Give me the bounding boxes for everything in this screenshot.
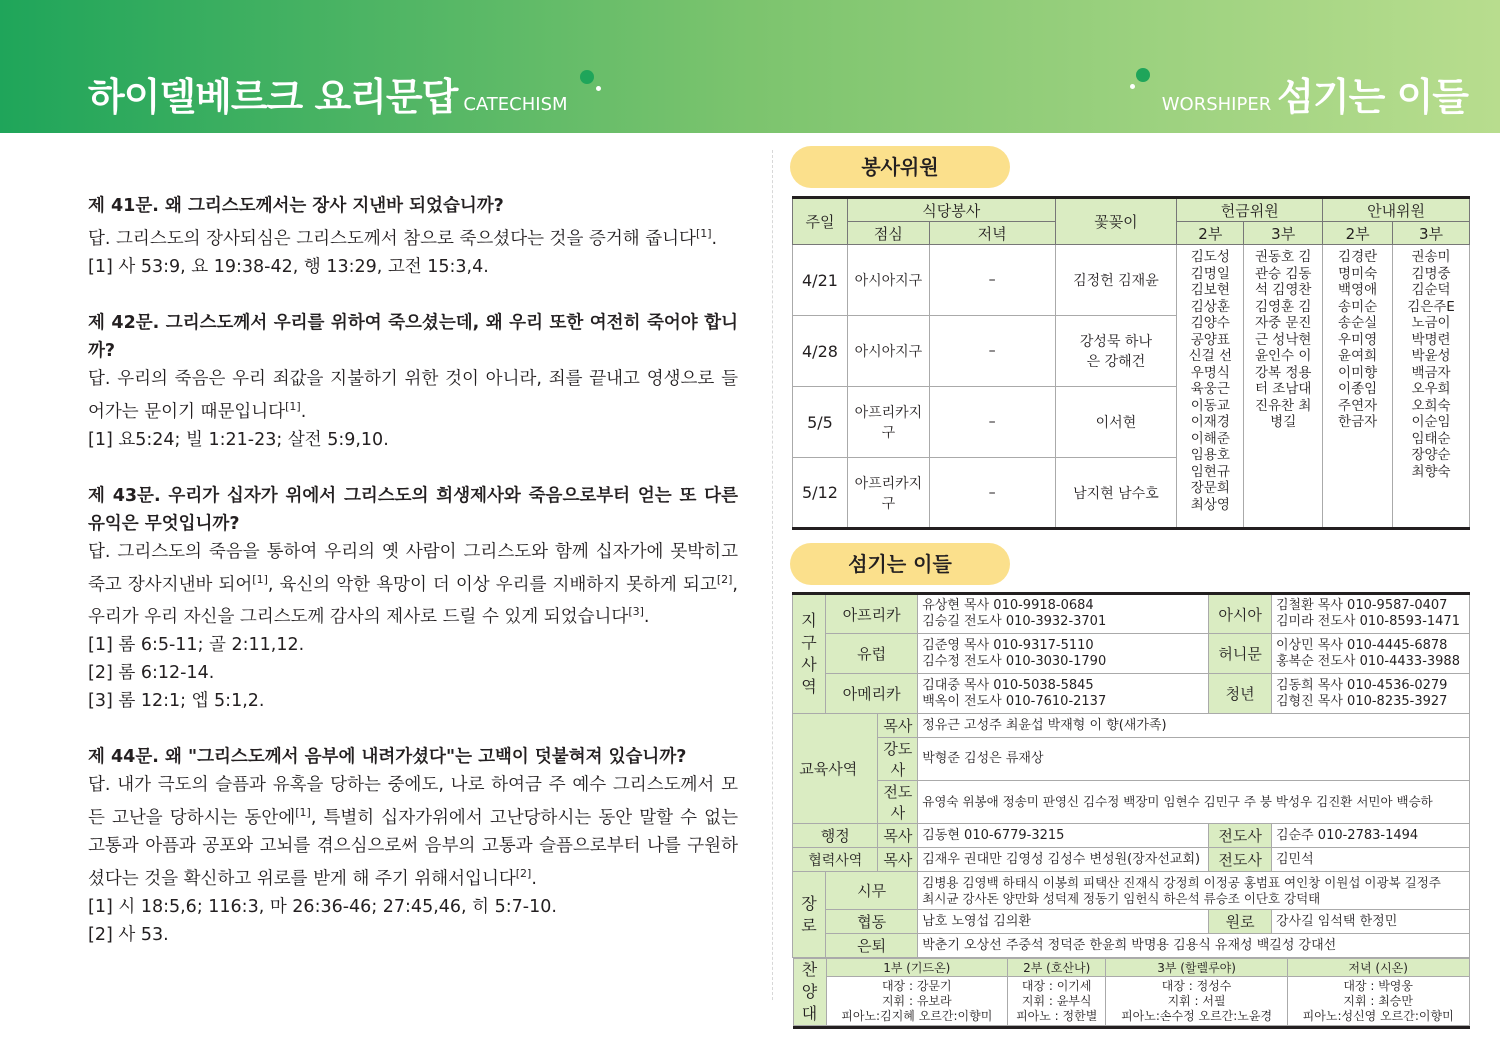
white-dot-icon xyxy=(596,86,601,91)
header-offering-3: 3부 xyxy=(1244,222,1323,245)
volunteers-table xyxy=(792,196,1470,530)
coop-pastor-label: 목사 xyxy=(878,848,918,872)
answer-42: 답. 우리의 죽음은 우리 죄값을 지불하기 위한 것이 아니라, 죄를 끝내고 영생으로 들어가는 문이기 때문입니다[1]. xyxy=(88,368,738,422)
choir-table xyxy=(793,958,1470,1026)
ref-43-1: [1] 롬 6:5-11; 골 2:11,12. xyxy=(88,635,305,656)
header-lunch: 점심 xyxy=(847,222,929,245)
question-43: 제 43문. 우리가 십자가 위에서 그리스도의 희생제사와 죽음으로부터 얻는 또 다른 유익은 무엇입니까? xyxy=(88,485,738,534)
admin-evangelist-value: 김순주 010-2783-1494 xyxy=(1272,824,1470,848)
worshiper-title: 섬기는 이들 xyxy=(1277,75,1468,119)
guide-2-list: 김경란 명미숙 백영애 송미순 송순실 우미영 윤여희 이미향 이종임 주연자 한금자 xyxy=(1323,245,1393,529)
america-label: 아메리카 xyxy=(825,674,917,714)
europe-label: 유럽 xyxy=(825,634,917,674)
elder-label: 장로 xyxy=(793,872,826,958)
coop-evangelist-label: 전도사 xyxy=(1209,848,1272,872)
edu-lecturer-label: 강도사 xyxy=(878,738,918,781)
ref-43-3: [3] 롬 12:1; 엡 5:1,2. xyxy=(88,691,265,712)
row-date: 5/5 xyxy=(793,387,848,458)
youth-contacts: 김동희 목사 010-4536-0279 김형진 목사 010-8235-3927 xyxy=(1272,674,1470,714)
question-41: 제 41문. 왜 그리스도께서는 장사 지낸바 되었습니까? xyxy=(88,196,504,216)
catechism-heading xyxy=(88,66,568,121)
edu-pastor-names: 정유근 고성주 최윤섭 박재형 이 향(새가족) xyxy=(918,714,1470,738)
africa-contacts: 유상현 목사 010-9918-0684 김승길 전도사 010-3932-3701 xyxy=(918,594,1209,634)
honeymoon-label: 허니문 xyxy=(1209,634,1272,674)
worshiper-heading xyxy=(1162,66,1468,121)
admin-pastor-value: 김동현 010-6779-3215 xyxy=(918,824,1209,848)
table-row xyxy=(793,245,1470,316)
choir-1-details: 대장 : 강문기 지휘 : 유보라 피아노:김지혜 오르간:이향미 xyxy=(826,977,1008,1026)
district-label: 지구사역 xyxy=(793,594,826,714)
green-dot-icon xyxy=(580,70,594,84)
cooperation-label: 협력사역 xyxy=(793,848,878,872)
worshiper-subtitle: WORSHIPER xyxy=(1161,94,1272,115)
row-dinner: – xyxy=(929,458,1055,529)
edu-evangelist-names: 유영숙 위봉애 정송미 판영신 김수정 백장미 임현수 김민구 주 붕 박성우 김진환 서민아 백승하 xyxy=(918,781,1470,824)
green-dot-icon xyxy=(1136,68,1150,82)
catechism-subtitle: CATECHISM xyxy=(463,94,568,115)
catechism-title: 하이델베르크 요리문답 xyxy=(88,75,458,119)
answer-43: 답. 그리스도의 죽음을 통하여 우리의 옛 사람이 그리스도와 함께 십자가에 못박히고 죽고 장사지낸바 되어[1], 육신의 악한 욕망이 더 이상 우리를 지배하지 못하게 되고[2], 우리가 우리 자신을 그리스도께 감사의 제사로 드릴 수 있게 되었습니다[3]. xyxy=(88,541,738,628)
elder-retired-names: 박춘기 오상선 주중석 정덕준 한윤희 박명용 김용식 유재성 백길성 강대선 xyxy=(918,934,1470,958)
africa-label: 아프리카 xyxy=(825,594,917,634)
education-label: 교육사역 xyxy=(793,714,878,824)
servants-title: 섬기는 이들 xyxy=(790,543,1010,585)
ref-44-2: [2] 사 53. xyxy=(88,924,169,945)
youth-label: 청년 xyxy=(1209,674,1272,714)
header-dinner: 저녁 xyxy=(929,222,1055,245)
choir-2-header: 2부 (호산나) xyxy=(1008,959,1106,977)
honeymoon-contacts: 이상민 목사 010-4445-6878 홍복순 전도사 010-4433-3988 xyxy=(1272,634,1470,674)
choir-4-details: 대장 : 박영웅 지휘 : 최승만 피아노:성신영 오르간:이향미 xyxy=(1287,977,1469,1026)
guide-3-list: 권송미 김명중 김순덕 김은주E 노금이 박명련 박윤성 백금자 오우희 오희숙 이순임 임태순 장양순 최향숙 xyxy=(1393,245,1470,529)
elder-emeritus-label: 원로 xyxy=(1209,910,1272,934)
header-guide-2: 2부 xyxy=(1323,222,1393,245)
header-offering-2: 2부 xyxy=(1177,222,1244,245)
volunteers-title: 봉사위원 xyxy=(790,146,1010,188)
coop-pastor-value: 김재우 권대만 김영성 김성수 변성원(장자선교회) xyxy=(918,848,1209,872)
admin-evangelist-label: 전도사 xyxy=(1209,824,1272,848)
admin-label: 행정 xyxy=(793,824,878,848)
row-lunch: 아시아지구 xyxy=(847,316,929,387)
elder-active-label: 시무 xyxy=(825,872,917,910)
asia-label: 아시아 xyxy=(1209,594,1272,634)
page-header xyxy=(0,0,1500,133)
header-offering: 헌금위원 xyxy=(1177,198,1323,222)
choir-label: 찬양대 xyxy=(793,959,826,1026)
row-dinner: – xyxy=(929,245,1055,316)
europe-contacts: 김준영 목사 010-9317-5110 김수정 전도사 010-3030-1790 xyxy=(918,634,1209,674)
header-meal: 식당봉사 xyxy=(847,198,1055,222)
elder-emeritus-names: 강사길 임석택 한정민 xyxy=(1272,910,1470,934)
header-flower: 꽃꽂이 xyxy=(1055,198,1177,245)
row-flower: 강성묵 하나은 강해건 xyxy=(1055,316,1177,387)
coop-evangelist-value: 김민석 xyxy=(1272,848,1470,872)
offering-2-list: 김도성 김명일 김보현 김상훈 김양수 공양표 신걸 선우명식 육웅근 이동교 이재경 이해준 임용호 임현규 장문희 최상영 xyxy=(1177,245,1244,529)
america-contacts: 김대중 목사 010-5038-5845 백옥이 전도사 010-7610-2137 xyxy=(918,674,1209,714)
row-flower: 이서현 xyxy=(1055,387,1177,458)
question-44: 제 44문. 왜 "그리스도께서 음부에 내려가셨다"는 고백이 덧붙혀져 있습니까? xyxy=(88,747,687,768)
choir-1-header: 1부 (기드온) xyxy=(826,959,1008,977)
choir-3-header: 3부 (할렐루야) xyxy=(1106,959,1288,977)
ref-43-2: [2] 롬 6:12-14. xyxy=(88,663,215,684)
admin-pastor-label: 목사 xyxy=(878,824,918,848)
elder-assoc-names: 남호 노영섭 김의환 xyxy=(918,910,1209,934)
row-date: 4/21 xyxy=(793,245,848,316)
row-lunch: 아프리카지구 xyxy=(847,387,929,458)
offering-3-list: 권동호 김관승 김동석 김영찬 김영훈 김자중 문진근 성낙현 윤인수 이강복 정용터 조남대 진유찬 최병길 xyxy=(1244,245,1323,529)
ref-44-1: [1] 시 18:5,6; 116:3, 마 26:36-46; 27:45,46, 히 5:7-10. xyxy=(88,896,557,917)
question-42: 제 42문. 그리스도께서 우리를 위하여 죽으셨는데, 왜 우리 또한 여전히 죽어야 합니까? xyxy=(88,312,738,361)
row-lunch: 아프리카지구 xyxy=(847,458,929,529)
header-guide: 안내위원 xyxy=(1323,198,1470,222)
ref-42: [1] 요5:24; 빌 1:21-23; 살전 5:9,10. xyxy=(88,429,389,450)
elder-retired-label: 은퇴 xyxy=(825,934,917,958)
ref-41: [1] 사 53:9, 요 19:38-42, 행 13:29, 고전 15:3,4. xyxy=(88,256,489,277)
row-dinner: – xyxy=(929,387,1055,458)
row-lunch: 아시아지구 xyxy=(847,245,929,316)
servants-table xyxy=(792,592,1470,1029)
header-guide-3: 3부 xyxy=(1393,222,1470,245)
white-dot-icon xyxy=(1130,84,1135,89)
edu-evangelist-label: 전도사 xyxy=(878,781,918,824)
row-date: 4/28 xyxy=(793,316,848,387)
column-divider xyxy=(772,150,773,1000)
row-dinner: – xyxy=(929,316,1055,387)
edu-pastor-label: 목사 xyxy=(878,714,918,738)
row-flower: 남지현 남수호 xyxy=(1055,458,1177,529)
answer-44: 답. 내가 극도의 슬픔과 유혹을 당하는 중에도, 나로 하여금 주 예수 그리스도께서 모든 고난을 당하시는 동안에[1], 특별히 십자가위에서 고난당하시는 동안 말할 수 없는 고통과 아픔과 공포와 고뇌를 겪으심으로써 음부의 고통과 슬픔으로부터 나를 구원하셨다는 것을 확신하고 위로를 받게 해 주기 위해서입니다[2]. xyxy=(88,775,738,889)
header-date: 주일 xyxy=(793,198,848,245)
choir-3-details: 대장 : 정성수 지휘 : 서필 피아노:손수정 오르간:노윤경 xyxy=(1106,977,1288,1026)
answer-41: 답. 그리스도의 장사되심은 그리스도께서 참으로 죽으셨다는 것을 증거해 줍니다[1]. xyxy=(88,227,718,249)
elder-active-names: 김병용 김영백 하태식 이봉희 피택산 진재식 강정희 이정공 홍범표 여인창 이원섭 이광복 길정주 최시균 강사돈 양만화 성덕제 정동기 임헌식 하은석 류승조 이단호 강덕태 xyxy=(918,872,1470,910)
row-flower: 김정헌 김재윤 xyxy=(1055,245,1177,316)
choir-4-header: 저녁 (시온) xyxy=(1287,959,1469,977)
elder-assoc-label: 협동 xyxy=(825,910,917,934)
catechism-body xyxy=(88,192,738,949)
row-date: 5/12 xyxy=(793,458,848,529)
edu-lecturer-names: 박형준 김성은 류재상 xyxy=(918,738,1470,781)
asia-contacts: 김철환 목사 010-9587-0407 김미라 전도사 010-8593-1471 xyxy=(1272,594,1470,634)
choir-2-details: 대장 : 이기세 지휘 : 윤부식 피아노 : 정한별 xyxy=(1008,977,1106,1026)
